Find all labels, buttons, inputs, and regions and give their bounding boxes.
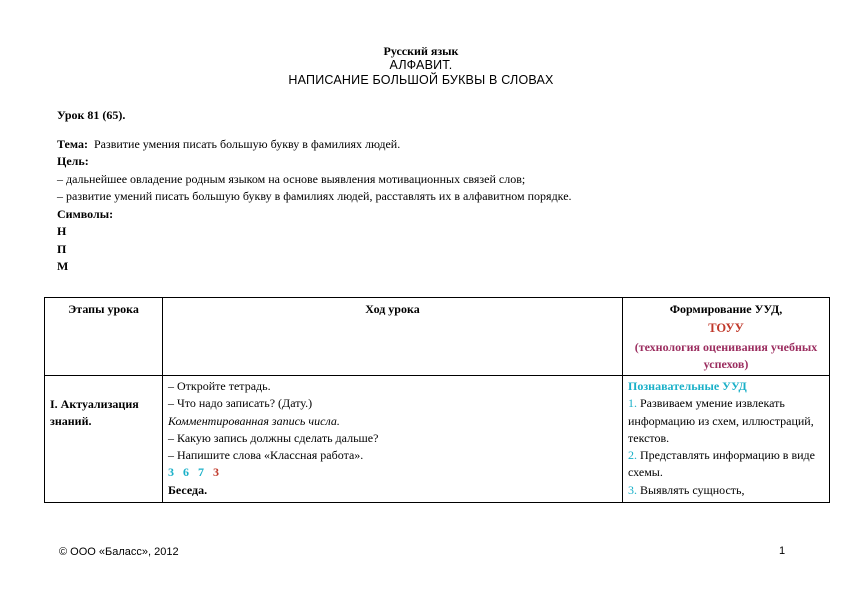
goal-label: Цель: xyxy=(57,154,89,168)
number-item: 7 xyxy=(198,465,204,480)
conversation-label: Беседа. xyxy=(168,482,208,497)
symbol-item: П xyxy=(57,241,67,256)
stage-cell: I. Актуализация знаний. xyxy=(45,376,163,503)
lesson-meta xyxy=(57,107,572,276)
symbol-item: М xyxy=(57,259,69,273)
uud-item-num: 1. xyxy=(628,396,637,411)
symbols-label: Символы: xyxy=(57,206,114,221)
header-uud xyxy=(623,298,830,376)
goal-item: – развитие умений писать большую букву в фамилиях людей, расставлять их в алфавитном порядке. xyxy=(57,189,572,203)
header-uud-line2: ТОУУ xyxy=(708,321,744,335)
uud-cell xyxy=(623,376,830,503)
header-course: Ход урока xyxy=(163,298,623,376)
uud-item xyxy=(628,395,824,447)
topic-label: Тема: xyxy=(57,136,88,151)
topic-title-line1: АЛФАВИТ. xyxy=(389,58,453,72)
page-header xyxy=(0,44,842,88)
lesson-plan-table xyxy=(44,297,830,503)
course-line: – Напишите слова «Классная работа». xyxy=(168,448,364,463)
table-header-row xyxy=(45,298,830,376)
course-line: – Откройте тетрадь. xyxy=(168,379,271,393)
topic-line xyxy=(57,136,572,154)
uud-item-text: Представлять информацию в виде схемы. xyxy=(628,448,815,480)
course-line: – Что надо записать? (Дату.) xyxy=(168,396,313,411)
header-uud-line3: (технология оценивания учебных успехов) xyxy=(634,340,818,371)
course-line: Комментированная запись числа. xyxy=(168,413,340,428)
number-item: 3 xyxy=(168,465,174,480)
uud-item-text: Выявлять сущность, xyxy=(640,482,745,497)
course-line: – Какую запись должны сделать дальше? xyxy=(168,430,379,445)
uud-item xyxy=(628,482,824,499)
number-item: 3 xyxy=(213,465,219,480)
header-uud-line1: Формирование УУД, xyxy=(669,302,783,316)
number-item: 6 xyxy=(183,465,189,480)
course-cell xyxy=(163,376,623,503)
lesson-number: Урок 81 (65). xyxy=(57,108,126,122)
subject-title: Русский язык xyxy=(383,44,459,58)
symbol-item: Н xyxy=(57,224,67,238)
page-number: 1 xyxy=(779,545,786,557)
number-sequence xyxy=(168,464,617,481)
goal-item: – дальнейшее овладение родным языком на основе выявления мотивационных связей слов; xyxy=(57,171,526,186)
uud-item-num: 3. xyxy=(628,482,637,497)
uud-title: Познавательные УУД xyxy=(628,379,747,393)
uud-item-num: 2. xyxy=(628,448,637,463)
footer-copyright: © ООО «Баласс», 2012 xyxy=(59,546,179,558)
table-row xyxy=(45,376,830,503)
topic-title-line2: НАПИСАНИЕ БОЛЬШОЙ БУКВЫ В СЛОВАХ xyxy=(288,73,554,87)
header-stages: Этапы урока xyxy=(45,298,163,376)
topic-text: Развитие умения писать большую букву в фамилиях людей. xyxy=(93,136,401,151)
uud-item xyxy=(628,447,824,482)
uud-item-text: Развиваем умение извлекать информацию из схем, иллюстраций, текстов. xyxy=(628,396,814,445)
